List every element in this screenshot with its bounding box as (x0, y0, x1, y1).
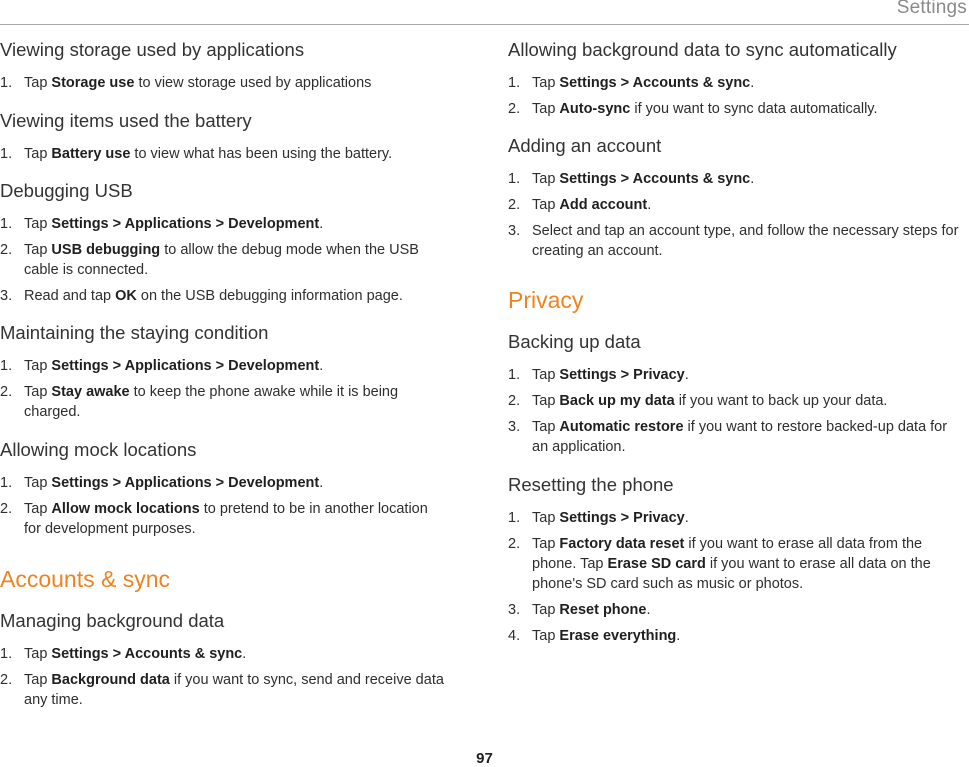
list-item: 2. Tap Stay awake to keep the phone awake while it is being charged. (0, 384, 399, 420)
list-item: 2. Tap Allow mock locations to pretend to be in another location for development purposes. (0, 501, 428, 537)
list-item: 2. Tap Back up my data if you want to back up your data. (508, 393, 888, 409)
step-list (0, 73, 458, 93)
step-list (508, 169, 969, 261)
chapter-heading: Privacy (508, 287, 584, 313)
section-title: Debugging USB (0, 180, 133, 201)
section-title: Allowing background data to sync automatically (508, 39, 897, 60)
chapter-heading: Accounts & sync (0, 566, 171, 592)
list-item: 1. Tap Settings > Applications > Development. (0, 216, 324, 232)
page-number: 97 (476, 750, 493, 767)
list-item: 1. Tap Settings > Applications > Development. (0, 475, 324, 491)
header-divider (0, 24, 969, 25)
list-item: 2. Tap Auto-sync if you want to sync data automatically. (508, 101, 878, 117)
section-title: Allowing mock locations (0, 439, 197, 460)
list-item: 3. Tap Automatic restore if you want to restore backed-up data for an application. (508, 419, 948, 455)
list-item: 1. Tap Settings > Privacy. (508, 367, 689, 383)
header-title: Settings (896, 0, 967, 18)
step-list (0, 356, 458, 422)
list-item: 3. Read and tap OK on the USB debugging information page. (0, 288, 403, 304)
list-item: 3. Select and tap an account type, and follow the necessary steps for creating an account. (508, 223, 959, 259)
section-title: Viewing storage used by applications (0, 39, 305, 60)
list-item: 2. Tap Factory data reset if you want to erase all data from the phone. Tap Erase SD card if you want to erase all data on the phone's SD card such as music or photos. (508, 536, 931, 592)
section-title: Backing up data (508, 331, 641, 352)
right-column (508, 36, 969, 646)
step-list (508, 73, 969, 119)
step-list (0, 214, 458, 306)
list-item: 2. Tap Background data if you want to sync, send and receive data any time. (0, 672, 444, 708)
step-list (508, 365, 969, 457)
section-title: Viewing items used the battery (0, 110, 252, 131)
list-item: 1. Tap Settings > Accounts & sync. (0, 646, 247, 662)
step-list (508, 508, 969, 646)
list-item: 3. Tap Reset phone. (508, 602, 651, 618)
list-item: 2. Tap Add account. (508, 197, 652, 213)
list-item: 1. Tap Settings > Applications > Development. (0, 358, 324, 374)
step-list (0, 644, 458, 710)
list-item: 1. Tap Battery use to view what has been using the battery. (0, 146, 393, 162)
list-item: 4. Tap Erase everything. (508, 628, 681, 644)
step-list (0, 473, 458, 539)
section-title: Adding an account (508, 135, 662, 156)
list-item: 1. Tap Settings > Accounts & sync. (508, 171, 755, 187)
left-column (0, 36, 458, 710)
section-title: Managing background data (0, 610, 225, 631)
list-item: 1. Tap Settings > Privacy. (508, 510, 689, 526)
list-item: 1. Tap Settings > Accounts & sync. (508, 75, 755, 91)
step-list (0, 144, 458, 164)
list-item: 1. Tap Storage use to view storage used by applications (0, 75, 372, 91)
section-title: Maintaining the staying condition (0, 322, 269, 343)
section-title: Resetting the phone (508, 474, 674, 495)
list-item: 2. Tap USB debugging to allow the debug mode when the USB cable is connected. (0, 242, 419, 278)
